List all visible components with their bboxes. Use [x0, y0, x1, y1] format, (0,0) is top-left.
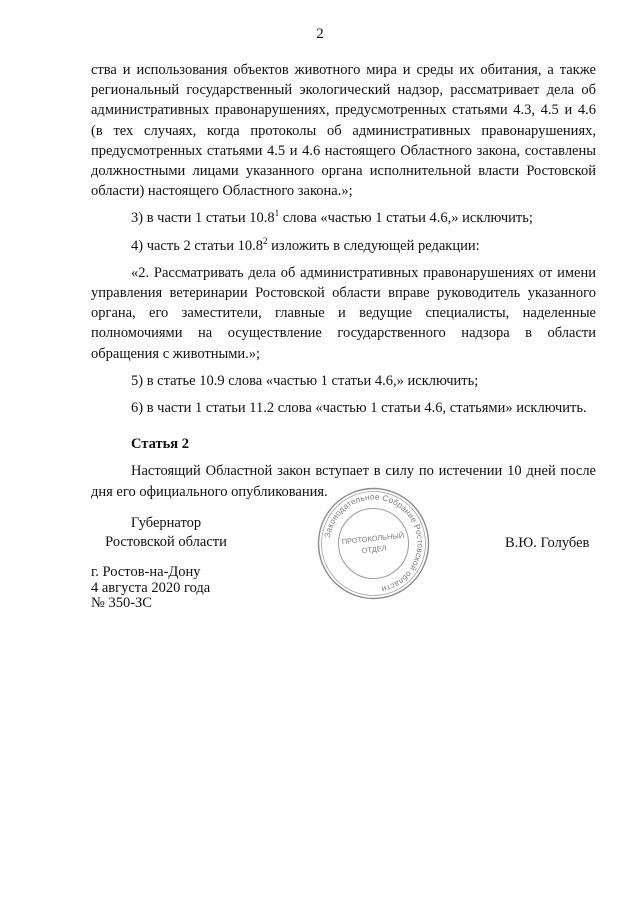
svg-text:Законодательное Собрание Росто: Законодательное Собрание Ростовской области: [322, 492, 425, 594]
document-body: [91, 60, 596, 502]
paragraph-item-6: 6) в части 1 статьи 11.2 слова «частью 1 статьи 4.6, статьями» исключить.: [131, 400, 587, 417]
paragraph-item-4: [91, 236, 596, 256]
signing-date: 4 августа 2020 года: [91, 579, 211, 596]
item-4-superscript: 2: [263, 235, 268, 246]
law-number: № 350-ЗС: [91, 595, 152, 611]
city: г. Ростов-на-Дону: [91, 564, 201, 580]
place-date-number: [91, 565, 210, 612]
item-3-text: 3) в части 1 статьи 10.8: [131, 210, 275, 227]
item-3-superscript: 1: [274, 208, 280, 219]
item-4-text: 4) часть 2 статьи 10.8: [131, 237, 264, 254]
item-3-text-end: слова «частью 1 статьи 4.6,» исключить;: [279, 210, 533, 227]
signatory-title-line2: Ростовской области: [105, 534, 227, 550]
page-number: 2: [316, 26, 324, 42]
signatory-name: В.Ю. Голубев: [505, 535, 590, 551]
signatory-title-line1: Губернатор: [130, 515, 202, 531]
article-heading: Статья 2: [131, 436, 189, 453]
svg-text:ОТДЕЛ: ОТДЕЛ: [361, 543, 387, 556]
item-4-text-end: изложить в следующей редакции:: [267, 237, 480, 254]
paragraph-continuation: ства и использования объектов животного мира и среды их обитания, а также региональный государственный экологический надзор, рассматривает дела об административных правонарушениях, предусмотренных статьями 4.3, 4.5 и 4.6 (в тех случаях, когда протоколы об административных правонарушениях, предусмотренных статьями 4.5 и 4.6 настоящего Областного закона, составлены должностными лицами указанного органа исполнительной власти Ростовской области) настоящего Областного закона.»;: [91, 62, 596, 200]
paragraph-quoted-part-2: «2. Рассматривать дела об административных правонарушениях от имени управления ветеринарии Ростовской области вправе руководитель указанного органа, его заместители, главные и ведущие специалисты, наделенные полномочиями на осуществление государственного надзора в области обращения с животными.»;: [91, 264, 596, 362]
paragraph-item-5: 5) в статье 10.9 слова «частью 1 статьи 4.6,» исключить;: [131, 372, 479, 389]
article-text: Настоящий Областной закон вступает в силу по истечении 10 дней после дня его официального опубликования.: [91, 463, 596, 500]
svg-text:ПРОТОКОЛЬНЫЙ: ПРОТОКОЛЬНЫЙ: [341, 530, 405, 547]
paragraph-item-3: [91, 208, 596, 228]
round-seal-stamp: [315, 485, 432, 602]
signatory-title: [91, 514, 241, 552]
